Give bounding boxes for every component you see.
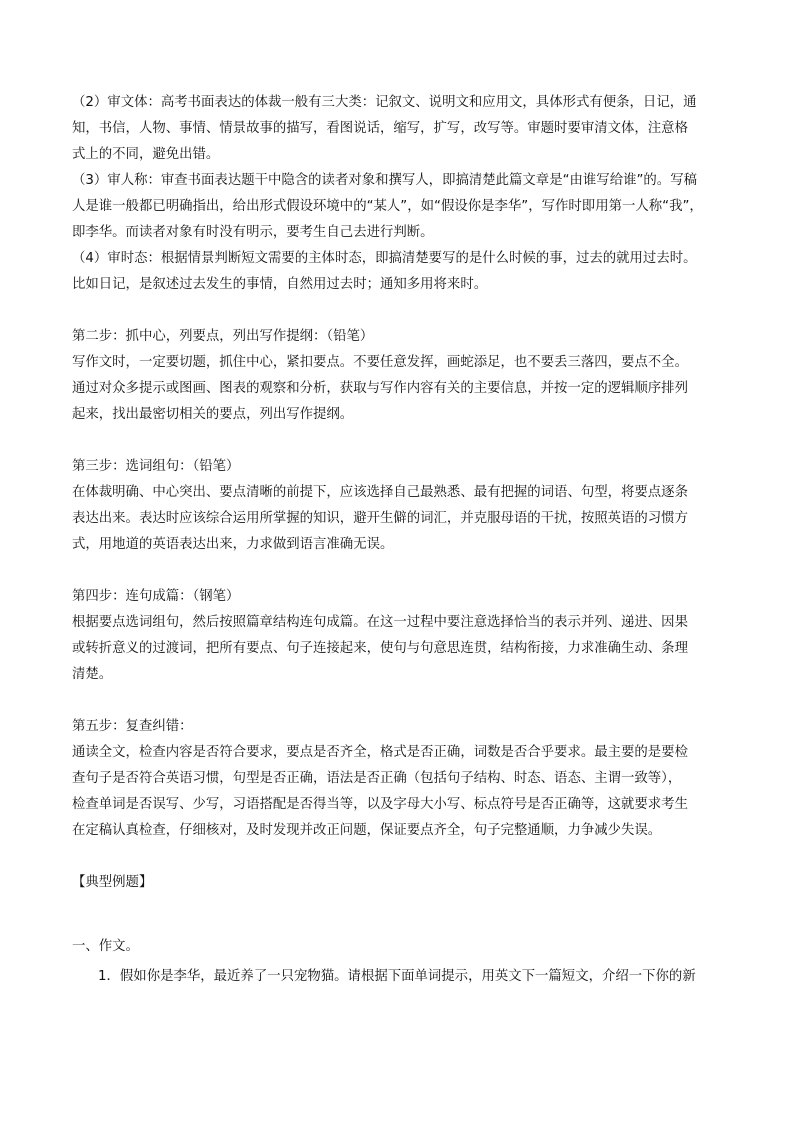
text-line: 式，用地道的英语表达出来，力求做到语言准确无误。 — [72, 537, 394, 552]
step-heading: 第三步：选词组句：（铅笔） — [72, 459, 240, 474]
text-line: 写作文时，一定要切题，抓住中心，紧扣要点。不要任意发挥，画蛇添足，也不要丢三落四，要点不全。 — [72, 355, 688, 370]
text-line: 式上的不同，避免出错。 — [72, 147, 220, 162]
step-2-section — [72, 324, 736, 428]
text-line: 通过对众多提示或图画、图表的观察和分析，获取与写作内容有关的主要信息，并按一定的逻辑顺序排列 — [72, 381, 688, 396]
intro-section — [72, 90, 736, 298]
text-line: 人是谁一般都已明确指出，给出形式假设环境中的“某人”，如“假设你是李华”，写作时即用第一人称“我”， — [72, 199, 703, 214]
text-line: 知，书信，人物、事情、情景故事的描写，看图说话，缩写，扩写，改写等。审题时要审清文体，注意格 — [72, 121, 688, 136]
text-line: 根据要点选词组句，然后按照篇章结构连句成篇。在这一过程中要注意选择恰当的表示并列、递进、因果 — [72, 615, 688, 630]
text-line: （3）审人称：审查书面表达题干中隐含的读者对象和撰写人，即搞清楚此篇文章是“由谁写给谁”的。写稿 — [72, 173, 697, 188]
section-title: 一、作文。 — [72, 939, 139, 954]
text-line: 查句子是否符合英语习惯，句型是否正确，语法是否正确（包括句子结构、时态、语态、主谓一致等）， — [72, 771, 682, 786]
text-line: 在定稿认真检查，仔细核对，及时发现并改正问题，保证要点齐全，句子完整通顺，力争减少失误。 — [72, 823, 662, 838]
step-heading: 第五步：复查纠错： — [72, 719, 193, 734]
text-line: 表达出来。表达时应该综合运用所掌握的知识，避开生僻的词汇，并克服母语的干扰，按照英语的习惯方 — [72, 511, 688, 526]
examples-heading: 【典型例题】 — [72, 875, 153, 890]
text-line: 清楚。 — [72, 667, 113, 682]
step-5-section — [72, 714, 736, 844]
text-line: 起来，找出最密切相关的要点，列出写作提纲。 — [72, 407, 354, 422]
text-line: 在体裁明确、中心突出、要点清晰的前提下，应该选择自己最熟悉、最有把握的词语、句型，将要点逐条 — [72, 485, 688, 500]
text-line: 或转折意义的过渡词，把所有要点、句子连接起来，使句与句意思连贯，结构衔接，力求准确生动、条理 — [72, 641, 688, 656]
step-4-section — [72, 584, 736, 688]
text-line: 即李华。而读者对象有时没有明示，要考生自己去进行判断。 — [72, 225, 434, 240]
text-line: 比如日记，是叙述过去发生的事情，自然用过去时；通知多用将来时。 — [72, 277, 488, 292]
text-line: 通读全文，检查内容是否符合要求，要点是否齐全，格式是否正确，词数是否合乎要求。最主要的是要检 — [72, 745, 688, 760]
question-1: 1．假如你是李华，最近养了一只宠物猫。请根据下面单词提示，用英文下一篇短文，介绍一下你的新 — [98, 969, 696, 984]
step-heading: 第二步：抓中心，列要点，列出写作提纲：（铅笔） — [72, 329, 374, 344]
step-3-section — [72, 454, 736, 558]
text-line: （4）审时态：根据情景判断短文需要的主体时态，即搞清楚要写的是什么时候的事，过去的就用过去时。 — [72, 251, 697, 266]
step-heading: 第四步：连句成篇：（钢笔） — [72, 589, 240, 604]
text-line: 检查单词是否误写、少写，习语搭配是否得当等，以及字母大小写、标点符号是否正确等，这就要求考生 — [72, 797, 688, 812]
text-line: （2）审文体：高考书面表达的体裁一般有三大类：记叙文、说明文和应用文，具体形式有便条，日记，通 — [72, 95, 697, 110]
